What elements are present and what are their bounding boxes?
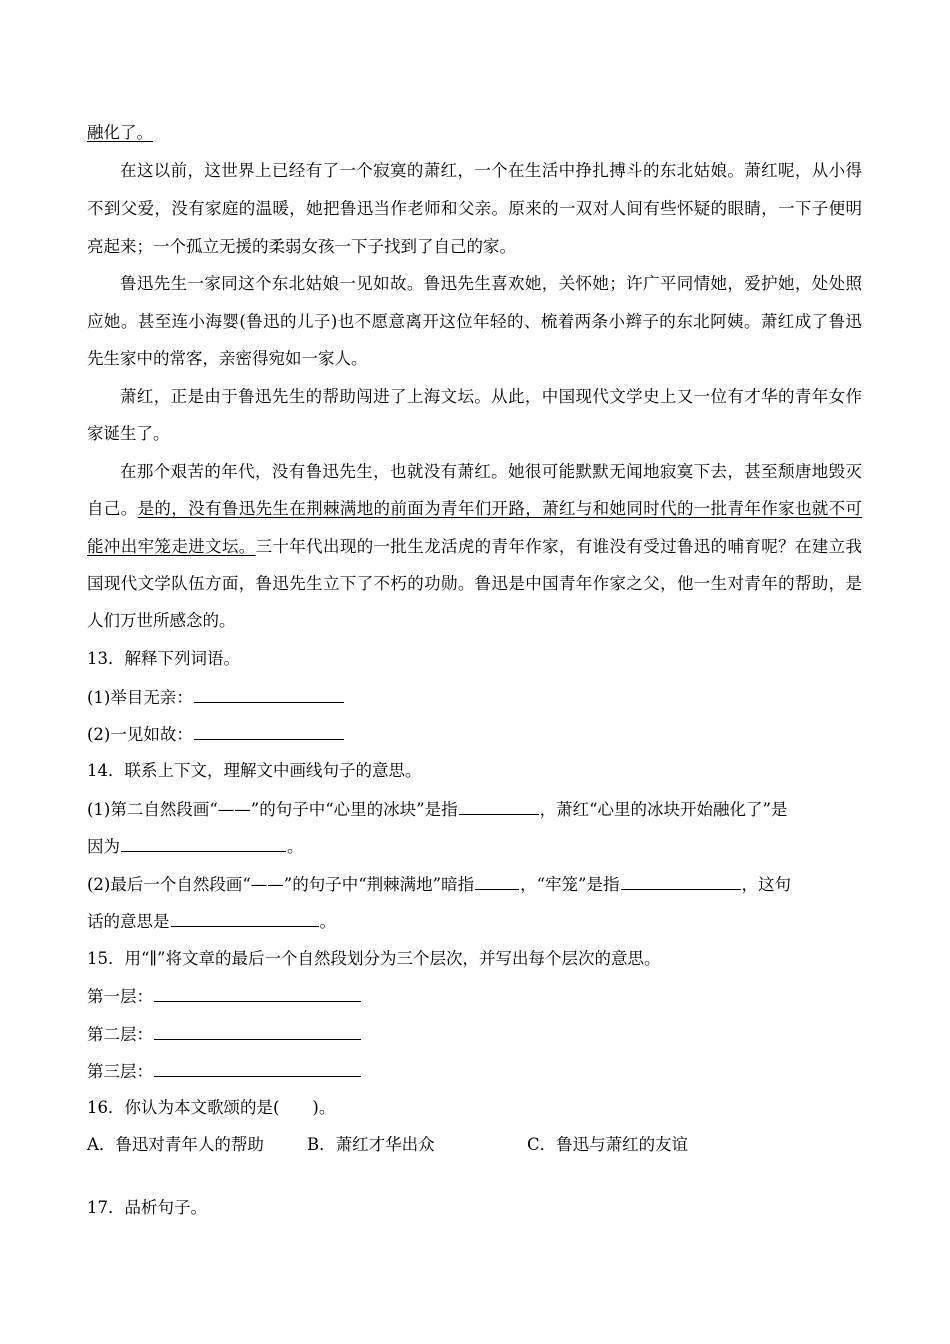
paragraph-4-line-1: 在那个艰苦的年代，没有鲁迅先生，也就没有萧红。她很可能默默无闻地寂寞下去，甚至颓唐地毁灭 (120, 462, 862, 481)
underlined-sentence-part-2: 能冲出牢笼走进文坛。 (87, 537, 256, 556)
question-14-item-2-line-1: (2)最后一个自然段画“——”的句子中“荆棘满地”暗指 ，“牢笼”是指 ，这句 (87, 875, 791, 894)
option-b[interactable]: B．萧红才华出众 (307, 1135, 435, 1154)
question-14-title: 14．联系上下文，理解文中画线句子的意思。 (87, 761, 422, 780)
answer-blank[interactable] (154, 1061, 361, 1077)
question-16-title: 16．你认为本文歌颂的是( )。 (87, 1098, 336, 1117)
paragraph-2-line-3: 先生家中的常客，亲密得宛如一家人。 (87, 349, 368, 368)
paragraph-4-line-3: 能冲出牢笼走进文坛。三十年代出现的一批生龙活虎的青年作家，有谁没有受过鲁迅的哺育呢？在建立我 (87, 537, 863, 556)
answer-blank[interactable] (154, 1024, 361, 1040)
answer-blank[interactable] (475, 874, 519, 890)
answer-blank[interactable] (171, 911, 319, 927)
answer-blank[interactable] (459, 799, 539, 815)
question-14-item-1-line-1: (1)第二自然段画“——”的句子中“心里的冰块”是指 ，萧红“心里的冰块开始融化了”是 (87, 800, 788, 819)
paragraph-4-line-5: 人们万世所感念的。 (87, 611, 236, 630)
answer-blank[interactable] (194, 687, 344, 703)
question-13-item-2: (2)一见如故： (87, 724, 862, 745)
question-15-layer-1: 第一层： (87, 986, 862, 1007)
answer-blank[interactable] (194, 724, 344, 740)
question-13-item-1: (1)举目无亲： (87, 687, 862, 708)
answer-blank[interactable] (154, 986, 361, 1002)
question-15-title: 15．用“∥”将文章的最后一个自然段划分为三个层次，并写出每个层次的意思。 (87, 949, 661, 968)
answer-blank[interactable] (621, 874, 741, 890)
paragraph-1-line-3: 亮起来；一个孤立无援的柔弱女孩一下子找到了自己的家。 (87, 237, 516, 256)
option-a[interactable]: A．鲁迅对青年人的帮助 (87, 1135, 264, 1154)
paragraph-3-line-2: 家诞生了。 (87, 424, 170, 443)
question-15-layer-3: 第三层： (87, 1061, 862, 1082)
paragraph-3-line-1: 萧红，正是由于鲁迅先生的帮助闯进了上海文坛。从此，中国现代文学史上又一位有才华的青年女作 (120, 387, 862, 406)
question-14-item-2-line-2: 话的意思是 。 (87, 912, 336, 931)
underlined-sentence-part-1: 是的，没有鲁迅先生在荆棘满地的前面为青年们开路，萧红与和她同时代的一批青年作家也就不可 (137, 499, 863, 518)
paragraph-2-line-2: 应她。甚至连小海婴(鲁迅的儿子)也不愿意离开这位年轻的、梳着两条小辫子的东北阿姨。萧红成了鲁迅 (87, 312, 862, 331)
paragraph-1-line-2: 不到父爱，没有家庭的温暖，她把鲁迅当作老师和父亲。原来的一双对人间有些怀疑的眼睛，一下子便明 (87, 199, 862, 218)
paragraph-1-line-1: 在这以前，这世界上已经有了一个寂寞的萧红，一个在生活中挣扎搏斗的东北姑娘。萧红呢，从小得 (120, 161, 862, 180)
option-c[interactable]: C．鲁迅与萧红的友谊 (527, 1135, 689, 1154)
paragraph-end-underlined: 融化了。 (87, 123, 153, 142)
paragraph-4-line-2: 自己。是的，没有鲁迅先生在荆棘满地的前面为青年们开路，萧红与和她同时代的一批青年作家也就不可 (87, 499, 863, 518)
question-15-layer-2: 第二层： (87, 1024, 862, 1045)
paragraph-4-line-4: 国现代文学队伍方面，鲁迅先生立下了不朽的功勋。鲁迅是中国青年作家之父，他一生对青年的帮助，是 (87, 574, 862, 593)
question-14-item-1-line-2: 因为 。 (87, 837, 304, 856)
question-13-title: 13．解释下列词语。 (87, 649, 240, 668)
question-17-title: 17．品析句子。 (87, 1198, 207, 1217)
answer-blank[interactable] (121, 836, 286, 852)
paragraph-2-line-1: 鲁迅先生一家同这个东北姑娘一见如故。鲁迅先生喜欢她，关怀她；许广平同情她，爱护她，处处照 (120, 274, 862, 293)
